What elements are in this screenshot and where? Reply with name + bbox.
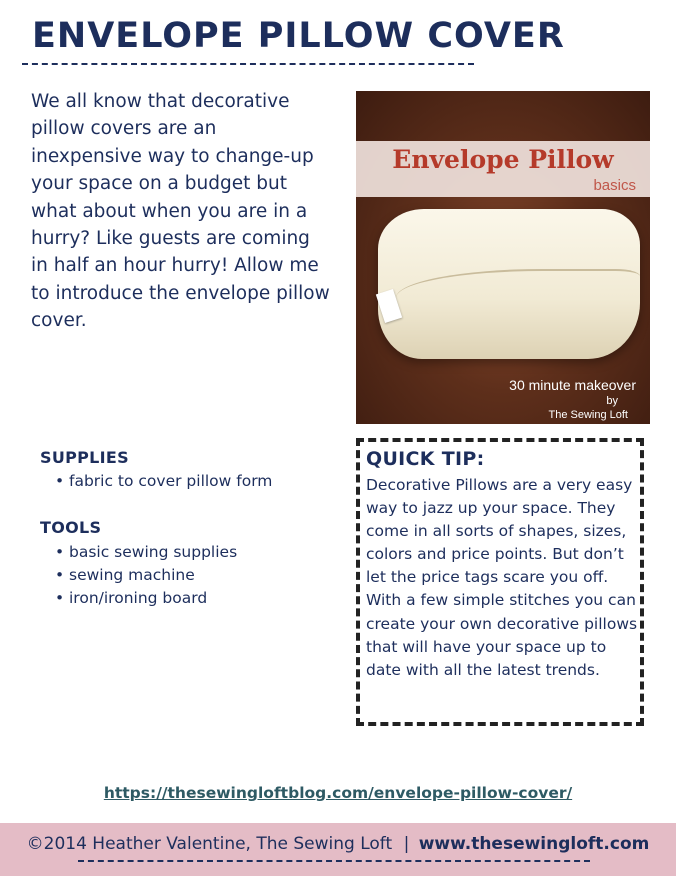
list-item: • basic sewing supplies — [50, 541, 237, 564]
list-item: • sewing machine — [50, 564, 237, 587]
photo-caption-author: The Sewing Loft — [548, 409, 628, 421]
tools-heading: TOOLS — [40, 518, 102, 537]
website-link[interactable]: www.thesewingloft.com — [418, 834, 650, 854]
title-divider — [22, 63, 474, 65]
photo-caption-makeover: 30 minute makeover — [509, 377, 636, 393]
list-item: • iron/ironing board — [50, 587, 237, 610]
source-link[interactable]: https://thesewingloftblog.com/envelope-pillow-cover/ — [103, 784, 573, 802]
quick-tip-heading: QUICK TIP: — [366, 448, 485, 470]
footer-divider — [78, 860, 590, 862]
photo-subtitle: basics — [593, 177, 636, 194]
footer-text — [0, 834, 676, 854]
quick-tip-text: Decorative Pillows are a very easy way to jazz up your space. They come in all sorts of shapes, sizes, colors and price points. But don’t let the price tags scare you off. With a few simple stitches you can create your own decorative pillows that will have your space up to date with all the latest trends. — [366, 476, 638, 679]
footer-separator: | — [403, 834, 410, 854]
photo-caption-by: by — [606, 395, 618, 407]
envelope-pillow-photo — [356, 91, 650, 424]
intro-paragraph: We all know that decorative pillow covers are an inexpensive way to change-up your space on a budget but what about when you are in a hurry? Like guests are coming in half an hour hurry! Allow me to introduce the envelope pillow cover. — [31, 91, 330, 332]
tools-list — [50, 541, 237, 610]
supplies-heading: SUPPLIES — [40, 448, 129, 467]
photo-title: Envelope Pillow — [392, 145, 614, 174]
list-item: • fabric to cover pillow form — [50, 470, 272, 493]
supplies-list — [50, 470, 272, 493]
copyright-text: ©2014 Heather Valentine, The Sewing Loft — [26, 834, 393, 854]
page-title: ENVELOPE PILLOW COVER — [32, 16, 565, 56]
pillow-envelope-flap — [396, 269, 640, 341]
